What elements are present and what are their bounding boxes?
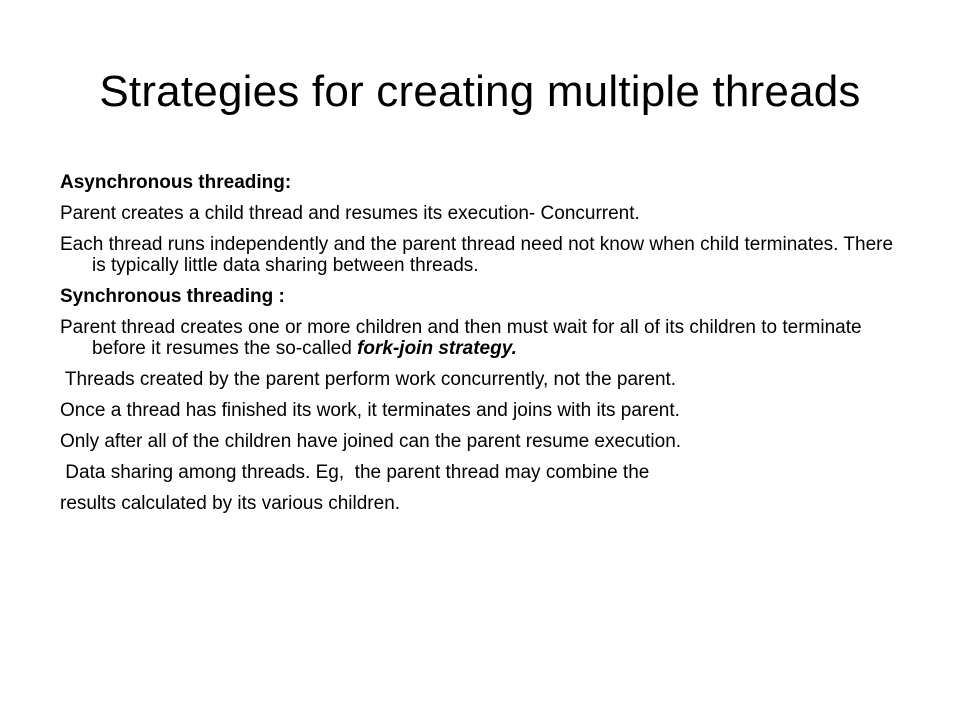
sync-paragraph-1-text: Parent thread creates one or more children and then must wait for all of its children to terminate before it resumes the so-called [60,317,862,359]
async-paragraph-2: Each thread runs independently and the parent thread need not know when child terminates. There is typically little data sharing between threads. [60,234,894,276]
fork-join-emphasis: fork-join strategy. [357,338,517,359]
async-paragraph-1: Parent creates a child thread and resumes its execution- Concurrent. [60,203,640,224]
sync-paragraph-2: Threads created by the parent perform work concurrently, not the parent. [60,369,677,390]
sync-paragraph-3: Once a thread has finished its work, it terminates and joins with its parent. [60,400,680,421]
slide-title: Strategies for creating multiple threads [99,67,861,116]
sync-heading: Synchronous threading : [60,286,285,307]
sync-paragraph-5: Data sharing among threads. Eg, the parent thread may combine the [60,462,650,483]
sync-paragraph-1 [60,317,910,359]
async-heading: Asynchronous threading: [60,172,292,193]
slide-body [60,172,910,524]
sync-paragraph-6: results calculated by its various children. [60,493,401,514]
sync-paragraph-4: Only after all of the children have joined can the parent resume execution. [60,431,682,452]
